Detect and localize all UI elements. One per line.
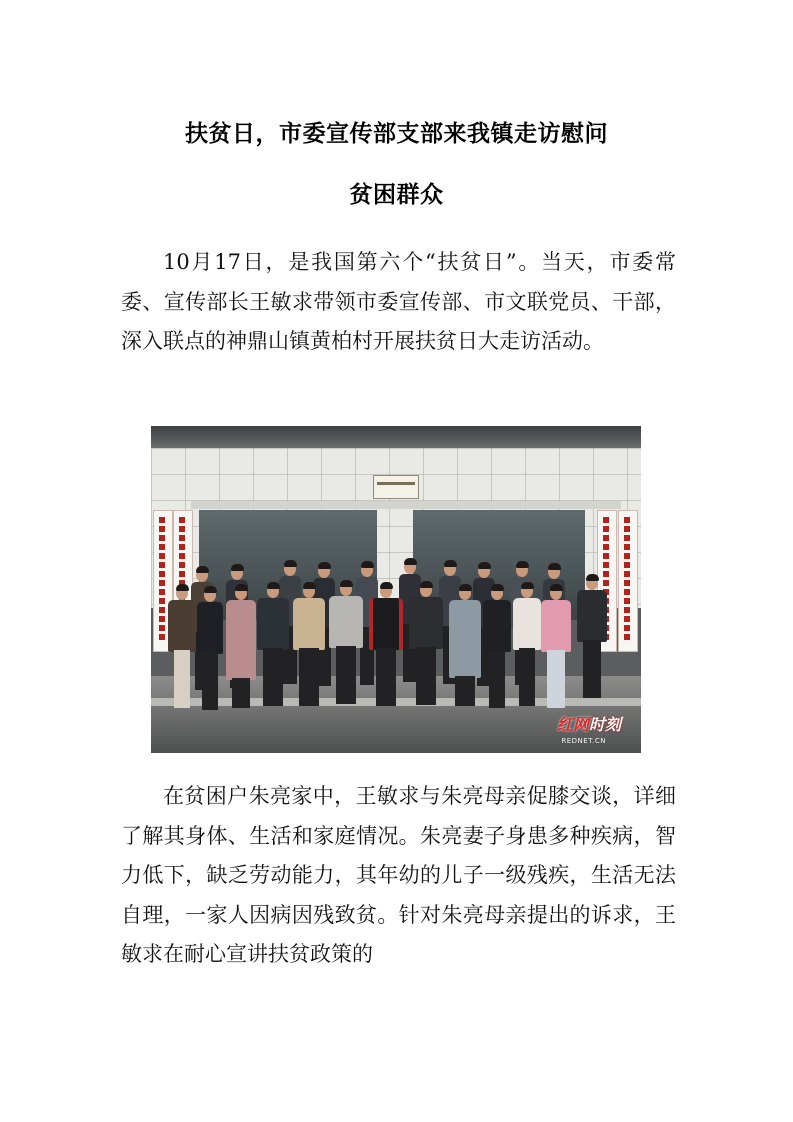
photo-person — [257, 584, 289, 712]
photo-person — [541, 586, 571, 714]
photo-person — [329, 582, 363, 710]
group-photo — [151, 426, 641, 753]
photo-person — [409, 583, 443, 711]
photo-person — [197, 588, 223, 716]
photo-person — [293, 584, 325, 712]
photo-person — [226, 586, 256, 714]
photo-banner — [618, 510, 638, 652]
paragraph-2: 在贫困户朱亮家中，王敏求与朱亮母亲促膝交谈，详细了解其身体、生活和家庭情况。朱亮妻子身患多种疾病，智力低下，缺乏劳动能力，其年幼的儿子一级残疾，生活无法自理，一家人因病因残致贫。针对朱亮母亲提出的诉求，王敏求在耐心宣讲扶贫政策的 — [121, 784, 676, 967]
photo-person — [168, 586, 196, 714]
photo-door-sign — [373, 475, 419, 499]
photo-person — [449, 586, 481, 714]
photo-ceiling — [151, 426, 641, 448]
photo-eave — [191, 501, 621, 509]
paragraph-1: 10月17日，是我国第六个“扶贫日”。当天，市委常委、宣传部长王敏求带领市委宣传部、市文联党员、干部，深入联点的神鼎山镇黄柏村开展扶贫日大走访活动。 — [121, 250, 676, 354]
photo-person — [369, 584, 403, 712]
photo-person — [513, 584, 541, 712]
photo-person — [577, 576, 607, 706]
article-title-line-1: 扶贫日，市委宣传部支部来我镇走访慰问 — [185, 121, 608, 147]
rednet-logo-url: REDNET.CN — [561, 737, 606, 745]
article-title-line-2: 贫困群众 — [349, 182, 444, 208]
rednet-logo-watermark: 红网时刻 — [556, 715, 621, 734]
photo-person — [483, 586, 511, 714]
